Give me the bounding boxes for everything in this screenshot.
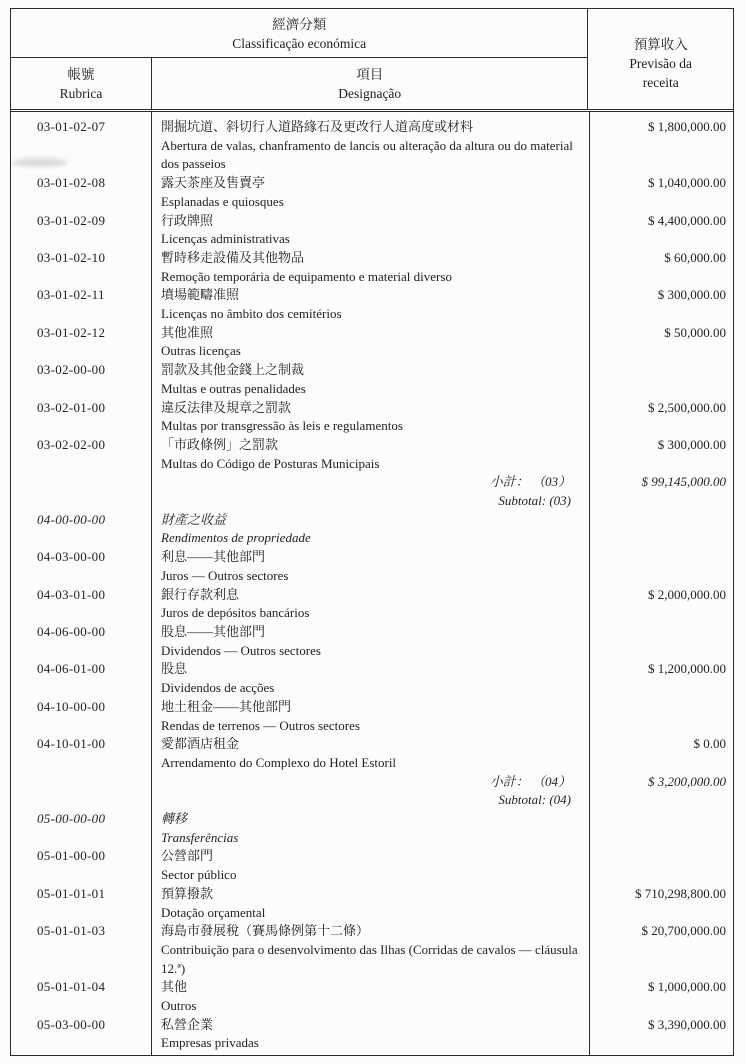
amount xyxy=(589,548,732,585)
table-row xyxy=(11,922,733,978)
item-text-zh: 墳場範疇准照 xyxy=(161,287,240,303)
table-row xyxy=(11,174,733,211)
amount: $ 3,200,000.00 xyxy=(648,773,726,789)
item-cell xyxy=(151,698,589,735)
item-cell xyxy=(151,660,589,697)
item-cell xyxy=(151,324,589,361)
item-text-pt: Multas e outras penalidades xyxy=(161,380,306,396)
account-code: 03-01-02-07 xyxy=(37,119,106,134)
item-text-pt: Licenças no âmbito dos cemitérios xyxy=(161,306,342,322)
item-text-zh: 財產之收益 xyxy=(161,511,227,527)
item-cell xyxy=(151,249,589,286)
item-cell xyxy=(151,436,589,473)
account-code: 04-10-01-00 xyxy=(37,736,106,752)
account-code: 05-01-00-00 xyxy=(37,848,106,864)
amount: $ 0.00 xyxy=(693,736,726,752)
item-text-pt: Abertura de valas, chanframento de lancis ou alteração da altura ou do material dos passeios xyxy=(161,137,573,172)
item-text-zh: 地土租金——其他部門 xyxy=(161,698,292,714)
amount: $ 99,145,000.00 xyxy=(641,474,726,490)
amount xyxy=(589,623,732,660)
header-subrow xyxy=(11,58,587,109)
amount: $ 1,800,000.00 xyxy=(648,119,726,134)
account-code: 03-02-01-00 xyxy=(37,399,106,415)
account-code: 05-01-01-01 xyxy=(37,885,106,901)
amount: $ 1,000,000.00 xyxy=(648,979,726,995)
item-text-pt: Juros de depósitos bancários xyxy=(161,605,310,621)
header-item-zh: 項目 xyxy=(356,67,384,82)
item-text-zh: 其他准照 xyxy=(161,324,214,340)
item-text-zh: 小計： （03） xyxy=(489,474,571,490)
item-cell xyxy=(151,847,589,884)
account-code xyxy=(11,773,151,810)
item-cell xyxy=(151,885,589,922)
header-item-pt: Designação xyxy=(338,86,402,101)
subtotal-row xyxy=(11,473,733,510)
item-text-zh: 違反法律及規章之罰款 xyxy=(161,399,292,415)
item-text-pt: Rendas de terrenos — Outros sectores xyxy=(161,717,360,733)
amount xyxy=(589,847,732,884)
table-row xyxy=(11,548,733,585)
item-text-zh: 利息——其他部門 xyxy=(161,549,266,565)
item-cell xyxy=(151,473,589,510)
account-code: 05-01-01-03 xyxy=(37,923,106,939)
item-text-pt: Transferências xyxy=(161,829,239,845)
item-text-zh: 其他 xyxy=(161,979,188,995)
table-row xyxy=(11,660,733,697)
item-text-zh: 預算撥款 xyxy=(161,885,214,901)
header-account-pt: Rubrica xyxy=(59,86,103,101)
item-text-pt: Multas do Código de Posturas Municipais xyxy=(161,455,380,471)
table-row xyxy=(11,885,733,922)
item-text-zh: 公營部門 xyxy=(161,848,214,864)
item-text-zh: 海島市發展稅（賽馬條例第十二條） xyxy=(161,923,370,939)
item-cell xyxy=(151,118,589,174)
table-row xyxy=(11,249,733,286)
table-row xyxy=(11,847,733,884)
item-cell xyxy=(151,212,589,249)
item-cell xyxy=(151,810,589,847)
item-cell xyxy=(151,623,589,660)
item-text-pt: Dividendos de acções xyxy=(161,680,275,696)
item-text-zh: 行政牌照 xyxy=(161,212,214,228)
amount: $ 300,000.00 xyxy=(657,287,726,303)
item-text-zh: 露天茶座及售賣亭 xyxy=(161,175,266,191)
amount: $ 1,200,000.00 xyxy=(648,661,726,677)
table-row xyxy=(11,361,733,398)
account-code: 04-10-00-00 xyxy=(37,698,106,714)
item-text-zh: 轉移 xyxy=(161,811,188,827)
item-text-pt: Outros xyxy=(161,998,197,1014)
account-code: 03-01-02-09 xyxy=(37,212,106,228)
item-text-zh: 開掘坑道、斜切行人道路緣石及更改行人道高度或材料 xyxy=(161,119,474,134)
header-item-column xyxy=(151,58,587,109)
item-text-zh: 「市政條例」之罰款 xyxy=(161,436,279,452)
item-text-zh: 小計： （04） xyxy=(489,773,571,789)
table-row xyxy=(11,810,733,847)
item-cell xyxy=(151,174,589,211)
item-cell xyxy=(151,548,589,585)
account-code: 04-03-01-00 xyxy=(37,586,106,602)
table-row xyxy=(11,1016,733,1053)
account-code: 04-06-01-00 xyxy=(37,661,106,677)
table-row xyxy=(11,324,733,361)
table-row xyxy=(11,212,733,249)
amount: $ 1,040,000.00 xyxy=(648,175,726,191)
item-text-pt: Empresas privadas xyxy=(161,1035,259,1051)
item-text-pt: Arrendamento do Complexo do Hotel Estoril xyxy=(161,754,397,770)
table-row xyxy=(11,623,733,660)
item-text-pt: Contribuição para o desenvolvimento das Ilhas (Corridas de cavalos — cláusula 12.ª) xyxy=(161,941,578,976)
item-text-pt: Dividendos — Outros sectores xyxy=(161,642,321,658)
header-classification-pt: Classificação económica xyxy=(232,36,367,51)
table-row xyxy=(11,286,733,323)
item-text-zh: 罰款及其他金錢上之制裁 xyxy=(161,362,305,378)
amount: $ 20,700,000.00 xyxy=(641,923,726,939)
header-classification-zh: 經濟分類 xyxy=(272,17,327,32)
item-text-pt: Subtotal: (04) xyxy=(498,792,571,808)
table-row xyxy=(11,118,733,174)
item-text-pt: Juros — Outros sectores xyxy=(161,567,289,583)
account-code: 04-06-00-00 xyxy=(37,623,106,639)
item-text-zh: 愛都酒店租金 xyxy=(161,736,240,752)
table-row xyxy=(11,399,733,436)
header-revenue-pt-line2: receita xyxy=(642,74,679,90)
item-text-zh: 私營企業 xyxy=(161,1016,214,1032)
account-code xyxy=(11,473,151,510)
table-row xyxy=(11,436,733,473)
account-code: 05-01-01-04 xyxy=(37,979,106,995)
item-text-pt: Rendimentos de propriedade xyxy=(161,530,311,546)
account-code: 03-01-02-11 xyxy=(37,287,105,303)
scan-smudge xyxy=(12,158,68,167)
amount: $ 300,000.00 xyxy=(657,436,726,452)
amount: $ 4,400,000.00 xyxy=(648,212,726,228)
item-cell xyxy=(151,922,589,978)
item-text-pt: Sector público xyxy=(161,867,237,883)
account-code: 03-02-02-00 xyxy=(37,436,106,452)
account-code: 03-01-02-10 xyxy=(37,249,106,265)
account-code: 03-01-02-08 xyxy=(37,175,106,191)
item-text-pt: Multas por transgressão às leis e regulamentos xyxy=(161,418,403,434)
account-code: 05-03-00-00 xyxy=(37,1016,106,1032)
column-divider-1 xyxy=(151,112,152,1055)
item-cell xyxy=(151,1016,589,1053)
item-cell xyxy=(151,978,589,1015)
item-cell xyxy=(151,286,589,323)
subtotal-row xyxy=(11,773,733,810)
amount xyxy=(589,511,732,548)
account-code: 05-00-00-00 xyxy=(37,811,106,827)
amount: $ 60,000.00 xyxy=(664,249,726,265)
table-row xyxy=(11,511,733,548)
budget-table xyxy=(10,8,734,1056)
item-cell xyxy=(151,773,589,810)
header-account-zh: 帳號 xyxy=(67,67,95,82)
item-text-pt: Licenças administrativas xyxy=(161,231,290,247)
table-row xyxy=(11,735,733,772)
account-code: 04-03-00-00 xyxy=(37,549,106,565)
table-body xyxy=(11,112,733,1055)
table-row xyxy=(11,586,733,623)
amount xyxy=(589,361,732,398)
header-left-section xyxy=(11,9,587,109)
table-row xyxy=(11,978,733,1015)
item-text-pt: Subtotal: (03) xyxy=(498,493,571,509)
item-text-zh: 暫時移走設備及其他物品 xyxy=(161,249,305,265)
amount: $ 50,000.00 xyxy=(664,324,726,340)
amount xyxy=(589,810,732,847)
account-code: 04-00-00-00 xyxy=(37,511,106,527)
header-revenue-pt-line1: Previsão da xyxy=(629,55,692,71)
item-text-zh: 股息——其他部門 xyxy=(161,623,266,639)
amount: $ 3,390,000.00 xyxy=(648,1016,726,1032)
item-cell xyxy=(151,399,589,436)
header-revenue-column xyxy=(587,9,733,109)
table-header xyxy=(11,9,733,109)
amount: $ 710,298,800.00 xyxy=(635,885,726,901)
amount xyxy=(589,698,732,735)
header-account-column xyxy=(11,58,151,109)
item-cell xyxy=(151,361,589,398)
item-cell xyxy=(151,586,589,623)
header-revenue-zh: 預算收入 xyxy=(633,36,688,52)
item-text-pt: Dotação orçamental xyxy=(161,904,266,920)
amount: $ 2,500,000.00 xyxy=(648,399,726,415)
item-cell xyxy=(151,511,589,548)
table-row xyxy=(11,698,733,735)
header-classification xyxy=(11,9,587,58)
column-divider-2 xyxy=(589,112,590,1055)
item-text-zh: 銀行存款利息 xyxy=(161,586,240,602)
item-text-pt: Outras licenças xyxy=(161,343,241,359)
account-code: 03-02-00-00 xyxy=(37,362,106,378)
item-cell xyxy=(151,735,589,772)
item-text-pt: Remoção temporária de equipamento e material diverso xyxy=(161,268,452,284)
account-code: 03-01-02-12 xyxy=(37,324,106,340)
amount: $ 2,000,000.00 xyxy=(648,586,726,602)
item-text-zh: 股息 xyxy=(161,661,188,677)
item-text-pt: Esplanadas e quiosques xyxy=(161,193,284,209)
